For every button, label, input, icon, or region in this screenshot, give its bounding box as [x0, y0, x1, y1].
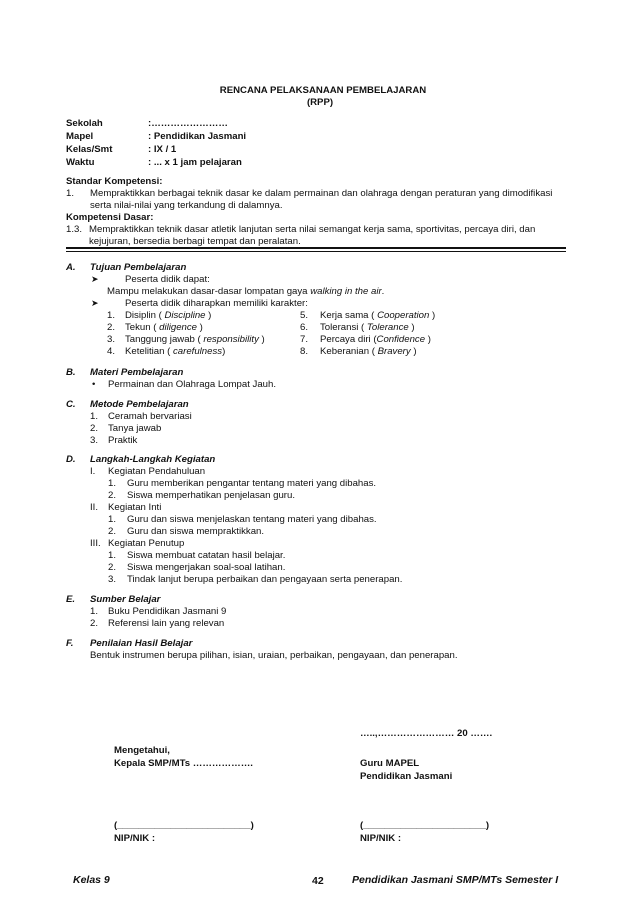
identity-label-mapel: Mapel	[66, 131, 94, 142]
section-c-title: Metode Pembelajaran	[90, 399, 189, 410]
trait-num: 4.	[107, 346, 116, 357]
list-item: Tanya jawab	[108, 423, 162, 434]
trait-num: 6.	[300, 322, 309, 333]
list-num: 3.	[108, 574, 117, 585]
list-num: 2.	[90, 423, 99, 434]
section-f-text: Bentuk instrumen berupa pilihan, isian, uraian, perbaikan, pengayaan, dan penerapan.	[90, 650, 458, 661]
section-d-title: Langkah-Langkah Kegiatan	[90, 454, 216, 465]
list-item: Praktik	[108, 435, 138, 446]
section-f-letter: F.	[66, 638, 74, 649]
list-num: 1.	[90, 606, 99, 617]
section-a-objective: Mampu melakukan dasar-dasar lompatan gaya walking in the air.	[107, 286, 385, 297]
trait-item: Kerja sama ( Cooperation )	[320, 310, 436, 321]
list-num: 2.	[108, 562, 117, 573]
identity-label-kelas: Kelas/Smt	[66, 144, 113, 155]
divider-thick	[66, 247, 566, 249]
list-item: Guru dan siswa mempraktikkan.	[127, 526, 265, 537]
list-item: Ceramah bervariasi	[108, 411, 192, 422]
signature-right-blank: (_______________________)	[360, 820, 490, 831]
group-num: I.	[90, 466, 96, 477]
section-a-title: Tujuan Pembelajaran	[90, 262, 187, 273]
list-item: Guru memberikan pengantar tentang materi yang dibahas.	[127, 478, 377, 489]
section-c-letter: C.	[66, 399, 76, 410]
standar-line1: Mempraktikkan berbagai teknik dasar ke dalam permainan dan olahraga dengan peraturan yang dimodifikasi	[90, 188, 553, 199]
list-num: 3.	[90, 435, 99, 446]
signature-left-line1: Mengetahui,	[114, 745, 170, 756]
kompetensi-num: 1.3.	[66, 224, 83, 235]
trait-item: Tanggung jawab ( responsibility )	[125, 334, 265, 345]
divider-thin	[66, 251, 566, 252]
trait-item: Disiplin ( Discipline )	[125, 310, 212, 321]
list-item: Buku Pendidikan Jasmani 9	[108, 606, 227, 617]
signature-left-nip: NIP/NIK :	[114, 833, 156, 844]
arrow-bullet-icon: ➤	[91, 298, 99, 308]
trait-item: Percaya diri (Confidence )	[320, 334, 431, 345]
group-title: Kegiatan Inti	[108, 502, 162, 513]
list-item: Guru dan siswa menjelaskan tentang materi yang dibahas.	[127, 514, 377, 525]
section-d-letter: D.	[66, 454, 76, 465]
signature-date: …..,…………………… 20 …….	[360, 728, 493, 739]
bullet-dot-icon: •	[92, 379, 96, 390]
list-item: Referensi lain yang relevan	[108, 618, 225, 629]
trait-item: Keberanian ( Bravery )	[320, 346, 417, 357]
identity-value-waktu: : ... x 1 jam pelajaran	[148, 157, 242, 168]
identity-value-sekolah: :……………………	[148, 118, 228, 129]
group-title: Kegiatan Pendahuluan	[108, 466, 206, 477]
section-e-letter: E.	[66, 594, 76, 605]
list-num: 2.	[108, 526, 117, 537]
list-num: 1.	[108, 514, 117, 525]
document-subtitle: (RPP)	[306, 97, 334, 108]
list-num: 2.	[90, 618, 99, 629]
trait-num: 8.	[300, 346, 309, 357]
section-a-letter: A.	[66, 262, 76, 273]
trait-num: 1.	[107, 310, 116, 321]
group-num: III.	[90, 538, 101, 549]
trait-item: Tekun ( diligence )	[125, 322, 203, 333]
signature-left-line2: Kepala SMP/MTs ……………….	[114, 758, 253, 769]
standar-num: 1.	[66, 188, 75, 199]
section-a-bullet1: Peserta didik dapat:	[125, 274, 210, 285]
signature-left-blank: (_________________________)	[114, 820, 254, 831]
list-num: 2.	[108, 490, 117, 501]
section-e-title: Sumber Belajar	[90, 594, 161, 605]
trait-num: 2.	[107, 322, 116, 333]
list-item: Tindak lanjut berupa perbaikan dan pengayaan serta penerapan.	[127, 574, 403, 585]
signature-right-line2: Pendidikan Jasmani	[360, 771, 453, 782]
list-item: Siswa membuat catatan hasil belajar.	[127, 550, 286, 561]
kompetensi-heading: Kompetensi Dasar:	[66, 212, 154, 223]
list-item: Siswa memperhatikan penjelasan guru.	[127, 490, 295, 501]
signature-right-line1: Guru MAPEL	[360, 758, 420, 769]
document-title: RENCANA PELAKSANAAN PEMBELAJARAN	[219, 85, 427, 96]
list-num: 1.	[108, 478, 117, 489]
kompetensi-line2: kejujuran, bersedia berbagi tempat dan peralatan.	[89, 236, 301, 247]
kompetensi-line1: Mempraktikkan teknik dasar atletik lanjutan serta nilai semangat kerja sama, sportivitas, percaya diri, dan	[89, 224, 536, 235]
footer-right: Pendidikan Jasmani SMP/MTs Semester I	[352, 874, 559, 886]
section-a-bullet2: Peserta didik diharapkan memiliki karakter:	[125, 298, 308, 309]
group-title: Kegiatan Penutup	[108, 538, 185, 549]
identity-label-waktu: Waktu	[66, 157, 95, 168]
section-b-letter: B.	[66, 367, 76, 378]
identity-value-mapel: : Pendidikan Jasmani	[148, 131, 247, 142]
trait-num: 3.	[107, 334, 116, 345]
identity-value-kelas: : IX / 1	[148, 144, 177, 155]
trait-item: Ketelitian ( carefulness)	[125, 346, 226, 357]
identity-label-sekolah: Sekolah	[66, 118, 103, 129]
footer-left: Kelas 9	[73, 874, 110, 886]
list-num: 1.	[108, 550, 117, 561]
trait-item: Toleransi ( Tolerance )	[320, 322, 415, 333]
trait-num: 7.	[300, 334, 309, 345]
footer-page-number: 42	[312, 875, 324, 887]
section-b-title: Materi Pembelajaran	[90, 367, 184, 378]
standar-line2: serta nilai-nilai yang terkandung di dalamnya.	[90, 200, 283, 211]
section-b-item: Permainan dan Olahraga Lompat Jauh.	[108, 379, 276, 390]
list-item: Siswa mengerjakan soal-soal latihan.	[127, 562, 286, 573]
list-num: 1.	[90, 411, 99, 422]
trait-num: 5.	[300, 310, 309, 321]
section-f-title: Penilaian Hasil Belajar	[90, 638, 193, 649]
standar-heading: Standar Kompetensi:	[66, 176, 163, 187]
signature-right-nip: NIP/NIK :	[360, 833, 402, 844]
arrow-bullet-icon: ➤	[91, 274, 99, 284]
group-num: II.	[90, 502, 98, 513]
